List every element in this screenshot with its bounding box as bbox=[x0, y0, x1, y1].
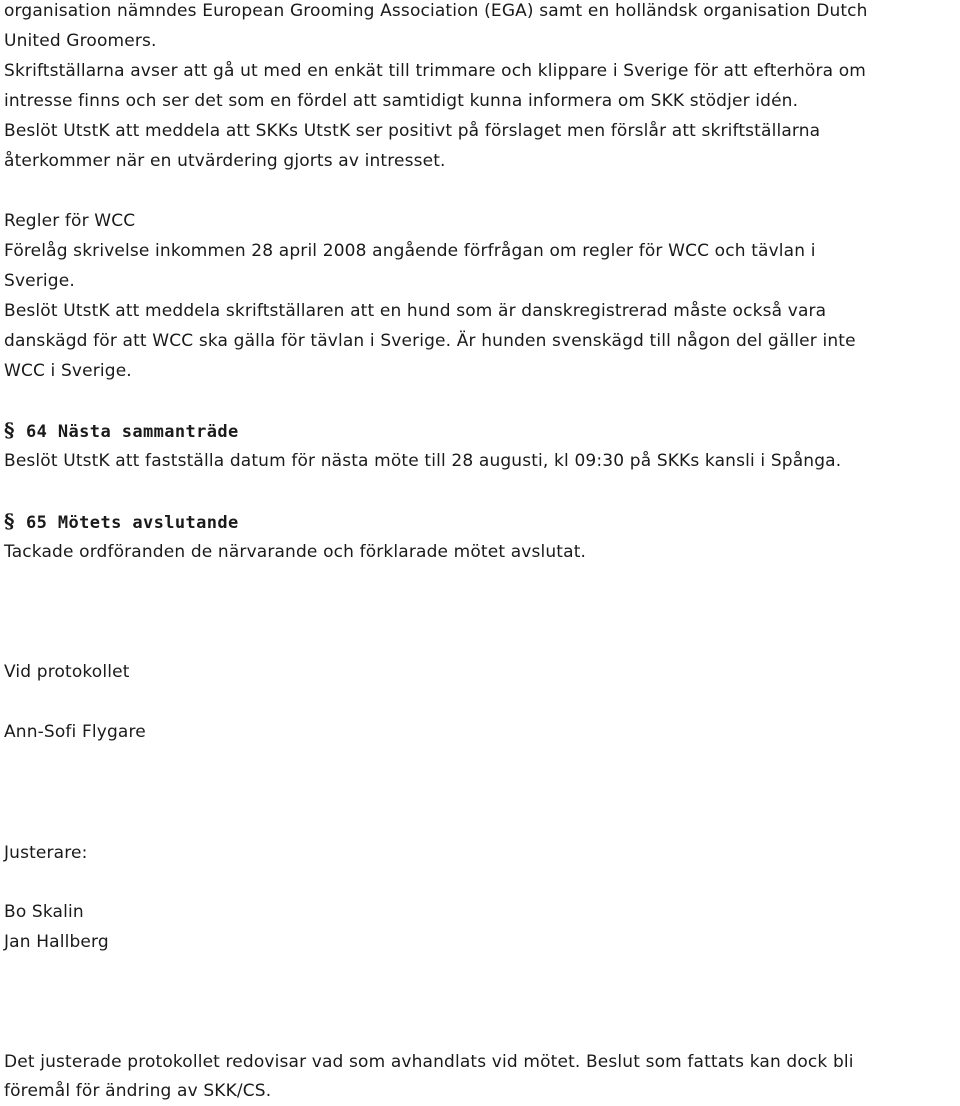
section-mark: § bbox=[4, 509, 15, 533]
vid-protokollet-label: Vid protokollet bbox=[4, 662, 130, 682]
justerare-label: Justerare: bbox=[4, 843, 88, 863]
footer-line: föremål för ändring av SKK/CS. bbox=[4, 1081, 272, 1101]
section-65-heading-row bbox=[4, 510, 239, 534]
intro-decision-line: Beslöt UtstK att meddela att SKKs UtstK ser positivt på förslaget men förslår att skriftställarna bbox=[4, 121, 821, 141]
wcc-line: Sverige. bbox=[4, 271, 75, 291]
intro-line: organisation nämndes European Grooming Association (EGA) samt en holländsk organisation Dutch bbox=[4, 1, 868, 21]
wcc-title: Regler för WCC bbox=[4, 211, 136, 231]
intro-decision-line: återkommer när en utvärdering gjorts av intresset. bbox=[4, 151, 446, 171]
section-64-heading-row bbox=[4, 419, 239, 443]
intro-line: intresse finns och ser det som en fördel att samtidigt kunna informera om SKK stödjer idén. bbox=[4, 91, 799, 111]
wcc-decision-line: Beslöt UtstK att meddela skriftställaren att en hund som är danskregistrerad måste också vara bbox=[4, 301, 827, 321]
section-65-heading: 65 Mötets avslutande bbox=[26, 513, 239, 533]
footer-line: Det justerade protokollet redovisar vad som avhandlats vid mötet. Beslut som fattats kan dock bli bbox=[4, 1052, 854, 1072]
wcc-decision-line: WCC i Sverige. bbox=[4, 361, 132, 381]
section-64-body: Beslöt UtstK att fastställa datum för nästa möte till 28 augusti, kl 09:30 på SKKs kansli i Spånga. bbox=[4, 451, 842, 471]
section-mark: § bbox=[4, 418, 15, 442]
secretary-name: Ann-Sofi Flygare bbox=[4, 722, 146, 742]
intro-line: Skriftställarna avser att gå ut med en enkät till trimmare och klippare i Sverige för att efterhöra om bbox=[4, 61, 866, 81]
wcc-line: Förelåg skrivelse inkommen 28 april 2008 angående förfrågan om regler för WCC och tävlan i bbox=[4, 241, 816, 261]
intro-line: United Groomers. bbox=[4, 31, 157, 51]
wcc-decision-line: danskägd för att WCC ska gälla för tävlan i Sverige. Är hunden svenskägd till någon del gäller inte bbox=[4, 331, 856, 351]
justerare-name: Jan Hallberg bbox=[4, 932, 109, 952]
justerare-name: Bo Skalin bbox=[4, 902, 84, 922]
section-64-heading: 64 Nästa sammanträde bbox=[26, 422, 239, 442]
section-65-body: Tackade ordföranden de närvarande och förklarade mötet avslutat. bbox=[4, 542, 587, 562]
